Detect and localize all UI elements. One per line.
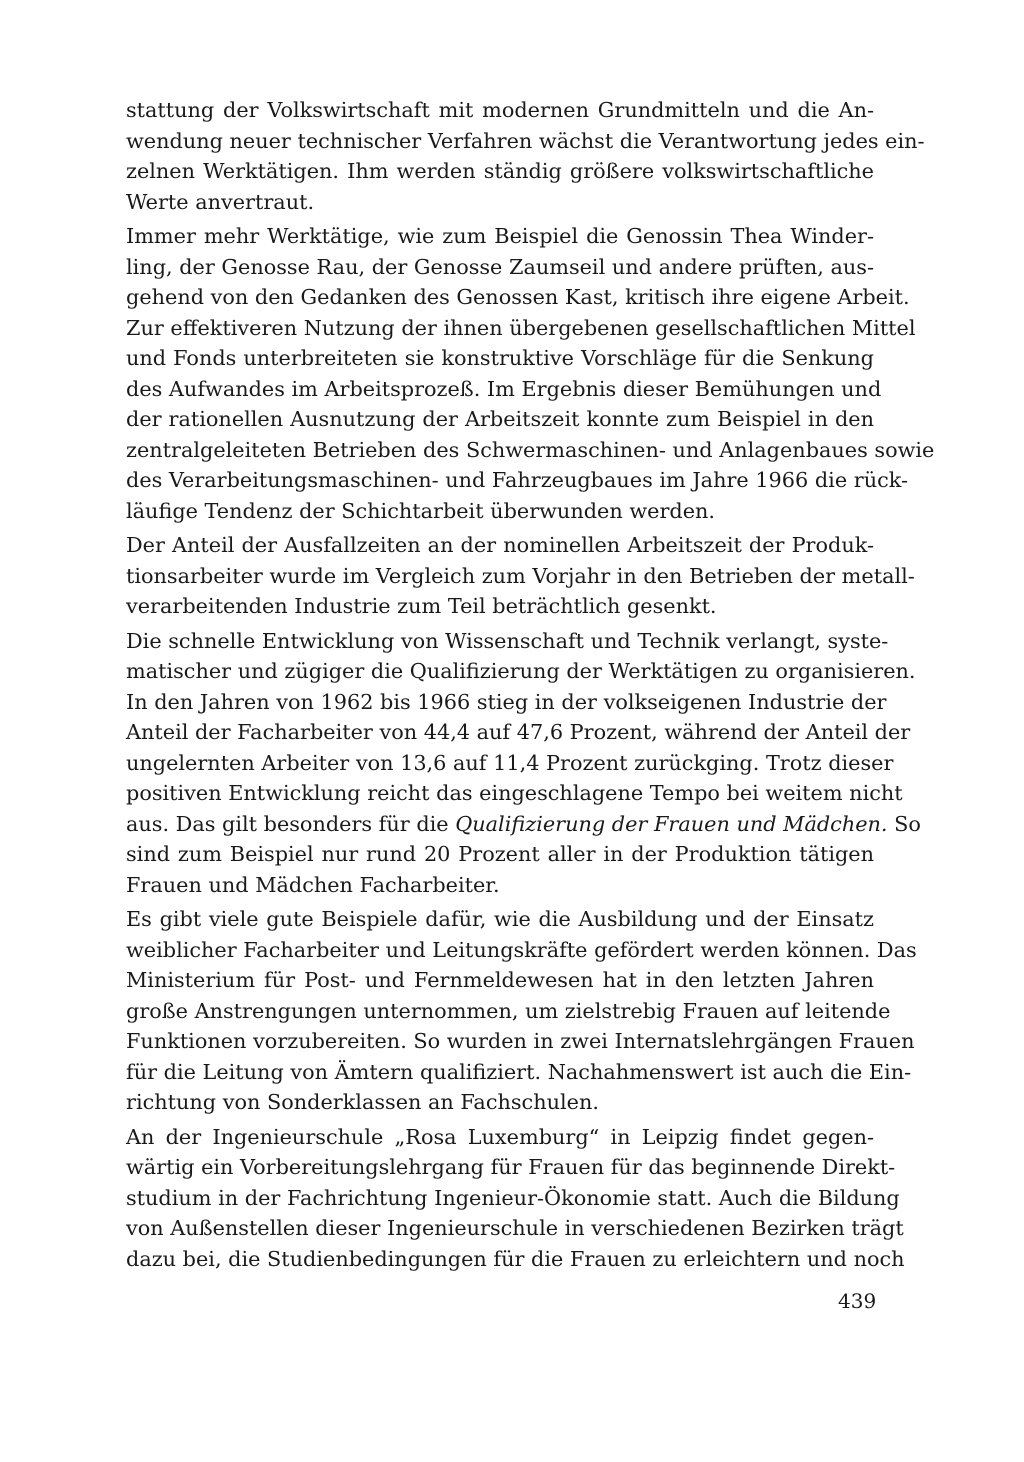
text-line: dazu bei, die Studienbedingungen für die Frauen zu erleichtern und noch: [126, 1246, 905, 1271]
emphasized-text: Qualifizierung der Frauen und Mädchen.: [455, 811, 888, 836]
text-line: der rationellen Ausnutzung der Arbeitszeit konnte zum Beispiel in den: [126, 407, 874, 431]
paragraph: [126, 1122, 905, 1275]
text-line: stattung der Volkswirtschaft mit modernen Grundmitteln und die An-: [126, 98, 874, 122]
text-line: Der Anteil der Ausfallzeiten an der nominellen Arbeitszeit der Produk-: [126, 533, 874, 557]
text-line: zentralgeleiteten Betrieben des Schwermaschinen- und Anlagenbaues sowie: [126, 437, 935, 462]
body-text: [126, 95, 935, 1274]
text-line: [126, 809, 921, 840]
text-line: wärtig ein Vorbereitungslehrgang für Frauen für das beginnende Direkt-: [126, 1155, 896, 1179]
text-line: sind zum Beispiel nur rund 20 Prozent aller in der Produktion tätigen: [126, 842, 874, 866]
text-line: Frauen und Mädchen Facharbeiter.: [126, 872, 500, 897]
text-line: Funktionen vorzubereiten. So wurden in zwei Internatslehrgängen Frauen: [126, 1029, 915, 1053]
text-line: Die schnelle Entwicklung von Wissenschaft und Technik verlangt, syste-: [126, 628, 889, 653]
text-line: wendung neuer technischer Verfahren wächst die Verantwortung jedes ein-: [126, 128, 925, 153]
text-line: weiblicher Facharbeiter und Leitungskräfte gefördert werden können. Das: [126, 937, 917, 962]
text-line: große Anstrengungen unternommen, um zielstrebig Frauen auf leitende: [126, 998, 891, 1023]
text-line: zelnen Werktätigen. Ihm werden ständig größere volkswirtschaftliche: [126, 159, 874, 183]
paragraph: [126, 626, 921, 901]
text-line: In den Jahren von 1962 bis 1966 stieg in der volkseigenen Industrie der: [126, 689, 887, 714]
text-line: Zur effektiveren Nutzung der ihnen übergebenen gesellschaftlichen Mittel: [126, 315, 916, 340]
paragraph: [126, 95, 925, 217]
text-line: studium in der Fachrichtung Ingenieur-Ökonomie statt. Auch die Bildung: [126, 1185, 900, 1210]
paragraph: [126, 221, 935, 526]
text-line: für die Leitung von Ämtern qualifiziert. Nachahmenswert ist auch die Ein-: [126, 1059, 912, 1084]
text-line: des Aufwandes im Arbeitsprozeß. Im Ergebnis dieser Bemühungen und: [126, 376, 882, 401]
text-line: Immer mehr Werktätige, wie zum Beispiel die Genossin Thea Winder-: [126, 224, 874, 248]
text-line: richtung von Sonderklassen an Fachschulen.: [126, 1090, 599, 1114]
text-line: Anteil der Facharbeiter von 44,4 auf 47,6 Prozent, während der Anteil der: [126, 720, 911, 744]
text-run: aus. Das gilt besonders für die: [126, 811, 456, 836]
page-number: 439: [838, 1289, 877, 1313]
text-run: So: [887, 811, 921, 836]
text-line: ling, der Genosse Rau, der Genosse Zaumseil und andere prüften, aus-: [126, 254, 874, 279]
text-line: An der Ingenieurschule „Rosa Luxemburg“ in Leipzig findet gegen-: [126, 1124, 874, 1149]
text-line: tionsarbeiter wurde im Vergleich zum Vorjahr in den Betrieben der metall-: [126, 563, 915, 588]
text-line: verarbeitenden Industrie zum Teil beträchtlich gesenkt.: [126, 594, 717, 618]
text-line: Ministerium für Post- und Fernmeldewesen hat in den letzten Jahren: [126, 968, 874, 992]
text-line: gehend von den Gedanken des Genossen Kast, kritisch ihre eigene Arbeit.: [126, 285, 910, 309]
text-line: von Außenstellen dieser Ingenieurschule in verschiedenen Bezirken trägt: [126, 1216, 904, 1240]
text-line: matischer und zügiger die Qualifizierung der Werktätigen zu organisieren.: [126, 659, 916, 683]
text-line: Werte anvertraut.: [126, 189, 315, 214]
text-line: und Fonds unterbreiteten sie konstruktive Vorschläge für die Senkung: [126, 346, 874, 370]
text-line: läufige Tendenz der Schichtarbeit überwunden werden.: [126, 498, 716, 523]
text-line: ungelernten Arbeiter von 13,6 auf 11,4 Prozent zurückging. Trotz dieser: [126, 750, 894, 775]
text-line: positiven Entwicklung reicht das eingeschlagene Tempo bei weitem nicht: [126, 781, 903, 805]
text-line: des Verarbeitungsmaschinen- und Fahrzeugbaues im Jahre 1966 die rück-: [126, 468, 908, 492]
text-line: Es gibt viele gute Beispiele dafür, wie die Ausbildung und der Einsatz: [126, 907, 874, 931]
paragraph: [126, 904, 917, 1118]
paragraph: [126, 530, 915, 622]
